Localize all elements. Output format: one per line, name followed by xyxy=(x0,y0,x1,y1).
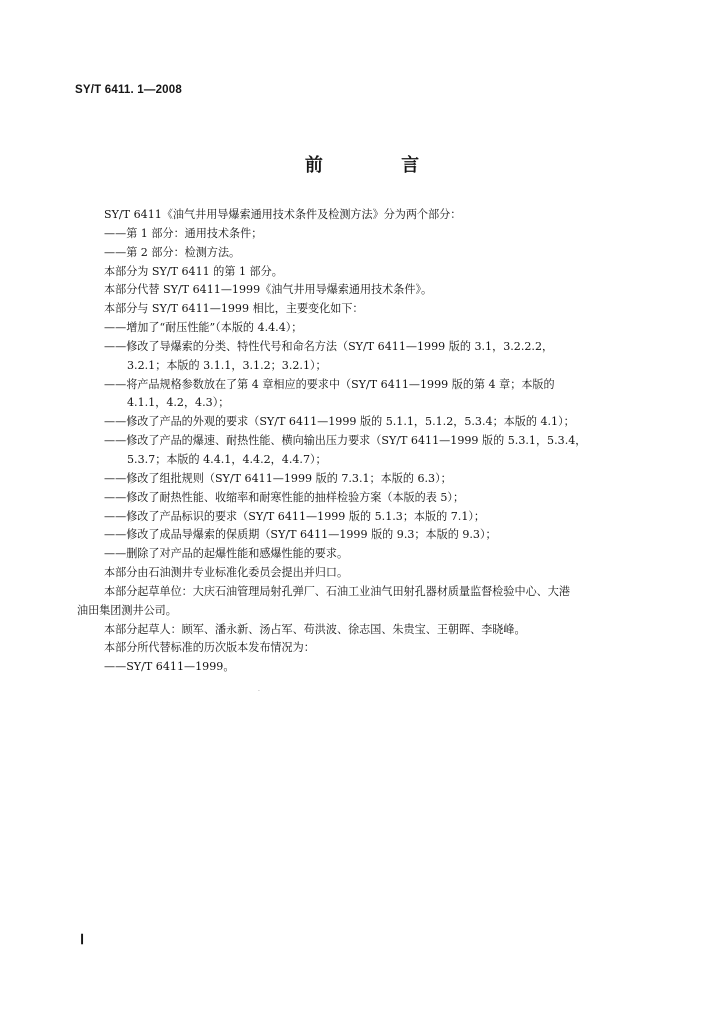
scan-speck: · xyxy=(258,688,260,695)
page-number: Ⅰ xyxy=(80,933,85,948)
list-item: ——修改了成品导爆索的保质期（SY/T 6411—1999 版的 9.3；本版的 9.3）； xyxy=(104,528,497,542)
foreword-body xyxy=(77,206,644,677)
paragraph-line: 本部分由石油测井专业标准化委员会提出并归口。 xyxy=(104,566,349,580)
paragraph-line: 本部分所代替标准的历次版本发布情况为： xyxy=(104,641,315,655)
list-item: ——修改了产品的外观的要求（SY/T 6411—1999 版的 5.1.1，5.1.2，5.3.4；本版的 4.1）； xyxy=(104,415,575,429)
paragraph-line: 本部分与 SY/T 6411—1999 相比，主要变化如下： xyxy=(104,302,364,316)
paragraph-line: 本部分起草人：顾军、潘永新、汤占军、苟洪波、徐志国、朱贵宝、王朝晖、李晓峰。 xyxy=(104,622,526,636)
paragraph-line: 本部分起草单位：大庆石油管理局射孔弹厂、石油工业油气田射孔器材质量监督检验中心、大港 xyxy=(104,584,570,598)
page-title: 前 言 xyxy=(304,155,456,176)
list-item: ——修改了耐热性能、收缩率和耐寒性能的抽样检验方案（本版的表 5）； xyxy=(104,490,465,504)
paragraph-line: 本部分为 SY/T 6411 的第 1 部分。 xyxy=(104,264,283,278)
paragraph-continuation: 油田集团测井公司。 xyxy=(77,603,177,617)
list-item: ——将产品规格参数放在了第 4 章相应的要求中（SY/T 6411—1999 版的第 4 章；本版的 xyxy=(104,377,555,391)
list-item: ——第 1 部分：通用技术条件； xyxy=(104,226,263,240)
list-item-continuation: 3.2.1；本版的 3.1.1，3.1.2；3.2.1）； xyxy=(127,358,327,372)
list-item: ——第 2 部分：检测方法。 xyxy=(104,245,241,259)
list-item: ——修改了组批规则（SY/T 6411—1999 版的 7.3.1；本版的 6.3）； xyxy=(104,471,452,485)
list-item-continuation: 5.3.7；本版的 4.4.1，4.4.2，4.4.7）； xyxy=(127,452,327,466)
paragraph-line: SY/T 6411《油气井用导爆索通用技术条件及检测方法》分为两个部分： xyxy=(104,208,462,221)
list-item: ——修改了导爆索的分类、特性代号和命名方法（SY/T 6411—1999 版的 3.1，3.2.2.2， xyxy=(104,339,554,353)
list-item-continuation: 4.1.1，4.2，4.3）； xyxy=(127,396,230,410)
standard-code: SY/T 6411. 1—2008 xyxy=(75,84,182,96)
list-item: ——增加了“耐压性能”（本版的 4.4.4）； xyxy=(104,321,303,335)
list-item: ——修改了产品标识的要求（SY/T 6411—1999 版的 5.1.3；本版的 7.1）； xyxy=(104,509,486,523)
paragraph-line: 本部分代替 SY/T 6411—1999《油气井用导爆索通用技术条件》。 xyxy=(104,283,433,297)
list-item: ——删除了对产品的起爆性能和感爆性能的要求。 xyxy=(104,547,349,561)
list-item: ——修改了产品的爆速、耐热性能、横向输出压力要求（SY/T 6411—1999 版的 5.3.1，5.3.4， xyxy=(104,434,587,448)
list-item: ——SY/T 6411—1999。 xyxy=(104,660,235,674)
